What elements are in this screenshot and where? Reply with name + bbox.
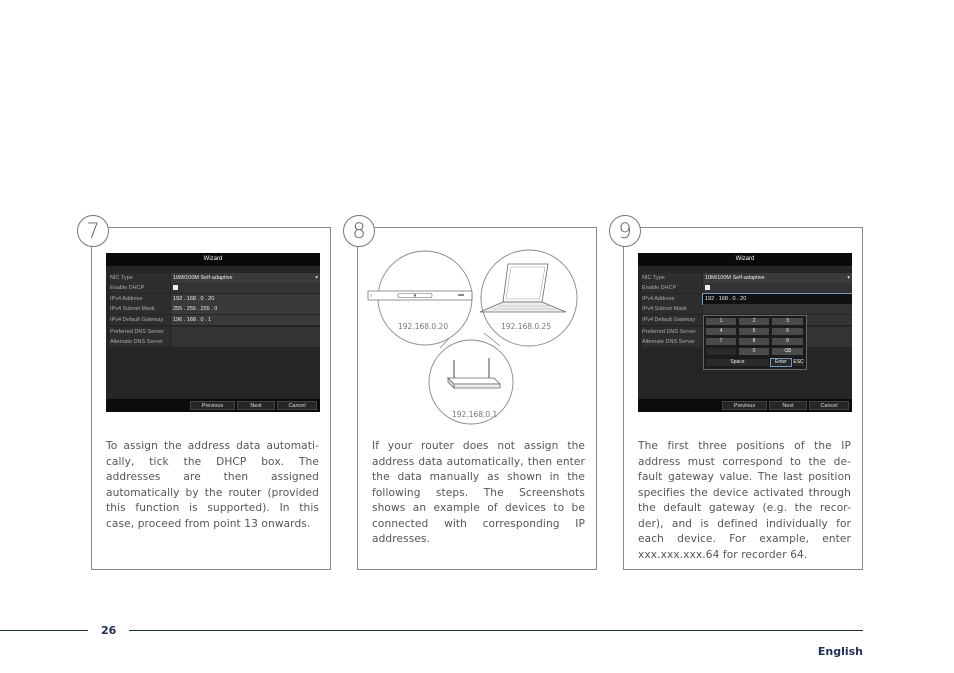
nic-type-select[interactable] [703,273,852,283]
gateway-label: IPv4 Default Gateway [642,315,702,325]
dhcp-label: Enable DHCP [642,283,702,293]
ipv4-row [106,294,320,304]
enter-key[interactable]: Enter [771,359,791,366]
wizard-footer [638,399,852,412]
dns2-row [106,337,320,347]
nic-type-row [106,273,320,283]
numeric-keypad [703,315,807,370]
dhcp-label: Enable DHCP [110,283,170,293]
dns1-label: Preferred DNS Server [110,327,170,337]
ipv4-input[interactable]: 192 . 168 . 0 . 20 [703,294,852,304]
previous-button[interactable]: Previous [190,401,235,410]
step-number-badge: 9 [609,215,641,247]
key-8[interactable]: 8 [739,338,769,345]
dhcp-row [106,283,320,293]
nic-type-row [638,273,852,283]
key-7[interactable]: 7 [706,338,736,345]
ipv4-row [638,294,852,304]
dns1-label: Preferred DNS Server [642,327,702,337]
key-5[interactable]: 5 [739,328,769,335]
ipv4-input[interactable]: 192 . 168 . 0 . 20 [171,294,320,304]
step-card-8 [357,227,597,570]
ipv4-label: IPv4 Address [110,294,170,304]
step-number-badge: 7 [77,215,109,247]
gateway-row [106,315,320,325]
footer-rule-left [0,630,88,631]
dhcp-checkbox[interactable] [173,285,178,290]
backspace-key[interactable]: ⌫ [772,348,803,355]
next-button[interactable]: Next [769,401,807,410]
key-1[interactable]: 1 [706,318,736,325]
gateway-input[interactable]: 196 . 168 . 0 . 1 [171,315,320,325]
laptop-ip-label: 192.168.0.25 [501,322,552,331]
key-9[interactable]: 9 [772,338,803,345]
step-number-badge: 8 [343,215,375,247]
step-description: If your router does not assign the address data automatically, then enter the data manually as shown in the following steps. The Screenshots shows an example of devices to be connected with corresponding IP addresses. [372,440,585,545]
subnet-input[interactable]: 255 . 255 . 255 . 0 [171,304,320,314]
wizard-title: Wizard [638,253,852,266]
nic-type-label: NIC Type [110,273,170,283]
dns1-row [106,327,320,337]
dhcp-field [703,283,852,293]
router-ip-label: 192.168.0.1 [452,410,498,419]
subnet-label: IPv4 Subnet Mask [642,304,702,314]
cancel-button[interactable]: Cancel [809,401,849,410]
step-card-9 [623,227,863,570]
subnet-row [106,304,320,314]
recorder-ip-label: 192.168.0.20 [398,322,449,331]
dropdown-arrow-icon: ▾ [315,275,318,281]
nic-type-label: NIC Type [642,273,702,283]
dhcp-field [171,283,320,293]
key-4[interactable]: 4 [706,328,736,335]
key-0[interactable]: 0 [739,348,769,355]
dhcp-checkbox[interactable] [705,285,710,290]
dns2-input[interactable] [171,337,320,347]
step-description: The first three positions of the IP address must correspond to the de-fault gateway value. The last position specifies the device activated through the default gateway (e.g. the recor-der), and is defined individually for each device. For example, enter xxx.xxx.xxx.64 for recorder 64. [638,440,851,561]
dvr-wizard-screen [638,253,852,412]
step-card-7 [91,227,331,570]
cancel-button[interactable]: Cancel [277,401,317,410]
step-description: To assign the address data automati-cally, tick the DHCP box. The addresses are then assigned automatically by the router (provided this function is supported). In this case, proceed from point 13 onwards. [106,440,319,530]
dns2-label: Alternate DNS Server [642,337,702,347]
dns1-input[interactable] [171,327,320,337]
key-blank[interactable] [706,348,736,355]
key-2[interactable]: 2 [739,318,769,325]
next-button[interactable]: Next [237,401,275,410]
wizard-title: Wizard [106,253,320,266]
ipv4-label: IPv4 Address [642,294,702,304]
subnet-row [638,304,852,314]
nic-type-value: 10M/100M Self-adaptive [173,275,233,281]
space-key[interactable]: Space [706,359,769,366]
footer-rule-right [129,630,863,631]
key-6[interactable]: 6 [772,328,803,335]
esc-key[interactable]: ESC [793,359,804,365]
previous-button[interactable]: Previous [722,401,767,410]
dvr-wizard-screen [106,253,320,412]
dhcp-row [638,283,852,293]
language-label: English [817,645,863,658]
page-number: 26 [101,624,117,637]
subnet-input[interactable] [703,304,852,314]
key-3[interactable]: 3 [772,318,803,325]
wizard-footer [106,399,320,412]
nic-type-select[interactable] [171,273,320,283]
recorder-icon [368,291,472,300]
dns2-label: Alternate DNS Server [110,337,170,347]
subnet-label: IPv4 Subnet Mask [110,304,170,314]
dropdown-arrow-icon: ▾ [847,275,850,281]
network-diagram [358,228,596,433]
nic-type-value: 10M/100M Self-adaptive [705,275,765,281]
gateway-label: IPv4 Default Gateway [110,315,170,325]
